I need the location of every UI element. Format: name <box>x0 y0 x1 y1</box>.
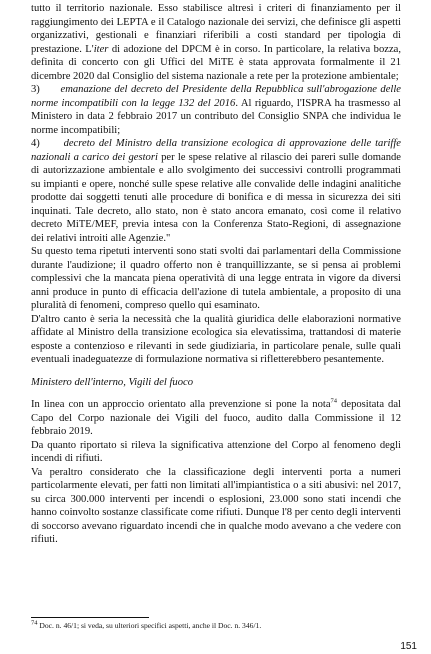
paragraph-vigili-note <box>31 398 401 439</box>
list-number: 3) <box>31 84 40 95</box>
paragraph-lepta <box>31 2 401 83</box>
italic-term: iter <box>93 43 109 55</box>
body-text <box>31 2 401 547</box>
paragraph-text: depositata dal Capo del Corpo nazionale dei Vigili del fuoco, audito dalla Commissione il 12 febbraio 2019. <box>31 399 401 437</box>
page-number: 151 <box>400 641 417 652</box>
list-item-title: decreto del Ministro della transizione ecologica di approvazione delle tariffe nazionali a carico dei gestori <box>31 138 402 163</box>
paragraph-statistics: Va peraltro considerato che la classificazione degli interventi porta a numeri particolarmente elevati, per fatti non limitati all'impiantistica o a siti abusivi: nel 2017, su circa 300.000 interventi per incendi o esplosioni, 23.000 sono stati incendi che hanno coinvolto sostanze classificate come rifiuti. Dunque l'8 per cento degli interventi di soccorso avevano riguardato incendi che in qualche modo avevano a che vedere con rifiuti. <box>31 466 401 545</box>
list-item-text: . Al riguardo, l'ISPRA ha trasmesso al Ministero in data 2 febbraio 2017 un contributo del Consiglio SNPA che individua le norme incompatibili; <box>31 97 401 136</box>
list-number: 4) <box>31 138 40 149</box>
paragraph-text: tutto il territorio nazionale. Esso stabilisce altresì i criteri di finanziamento per il raggiungimento dei LEPTA e il Catalogo nazionale dei servizi, che definisce gli aspetti organizzativi, gestionali e finanziari riferibili a costi standard per tipologia di prestazione. L' <box>31 3 401 55</box>
list-item-3 <box>31 83 401 137</box>
footnote-number: 74 <box>31 619 38 627</box>
paragraph-attention: Da quanto riportato si rileva la significativa attenzione del Corpo al fenomeno degli incendi di rifiuti. <box>31 439 401 464</box>
footnote-reference[interactable]: 74 <box>330 397 338 405</box>
paragraph-text: In linea con un approccio orientato alla prevenzione si pone la nota <box>31 399 331 410</box>
section-heading: Ministero dell'interno, Vigili del fuoco <box>31 376 194 388</box>
list-item-title: emanazione del decreto del Presidente della Repubblica sull'abrogazione delle norme incompatibili con la legge 132 del 2016 <box>31 84 401 109</box>
paragraph-text: di adozione del DPCM è in corso. In particolare, la relativa bozza, definita di concerto con gli Uffici del MiTE è stata approvata formalmente il 21 dicembre 2020 dal Consiglio del sistema nazionale a rete per la protezione ambientale; <box>31 43 402 82</box>
footnote <box>31 621 401 631</box>
footnote-text: Doc. n. 46/1; si veda, su ulteriori specifici aspetti, anche il Doc. n. 346/1. <box>37 621 262 630</box>
list-item-text: per le spese relative al rilascio dei pareri sulle domande di autorizzazione ambientale e allo svolgimento dei successivi controlli programmati su impianti e opere, nonché sulle spese relative alle convalide delle indagini analitiche prodotte dai soggetti tenuti alle procedure di bonifica e di messa in sicurezza dei siti inquinati. Tale decreto, allo stato, non è stato ancora emanato, così come il relativo decreto MiTE/MEF, previa intesa con la Conferenza Stato-Regioni, di assegnazione dei relativi introiti alle Agenzie." <box>31 151 401 244</box>
list-item-4 <box>31 137 401 245</box>
paragraph-commission: Su questo tema ripetuti interventi sono stati svolti dai parlamentari della Commissione durante l'audizione; il quadro offerto non è tranquillizzante, se si pensa ai problemi complessivi che la mancata piena operatività di una legge entrata in vigore da diversi anni produce in punto di efficacia dell'azione di tutela ambientale, a proposito di una pluralità di fenomeni, compreso quello qui esaminato. <box>31 246 401 311</box>
footnote-divider <box>31 617 149 618</box>
paragraph-legal-quality: D'altro canto è seria la necessità che la qualità giuridica delle elaborazioni normative affidate al Ministro della transizione ecologica sia elevatissima, trattandosi di materie esposte a contenzioso e rilevanti in sede giudiziaria, in particolare penale, sulle quali eventuali inadeguatezze di formulazione normativa si rifletterebbero pesantemente. <box>31 313 401 365</box>
